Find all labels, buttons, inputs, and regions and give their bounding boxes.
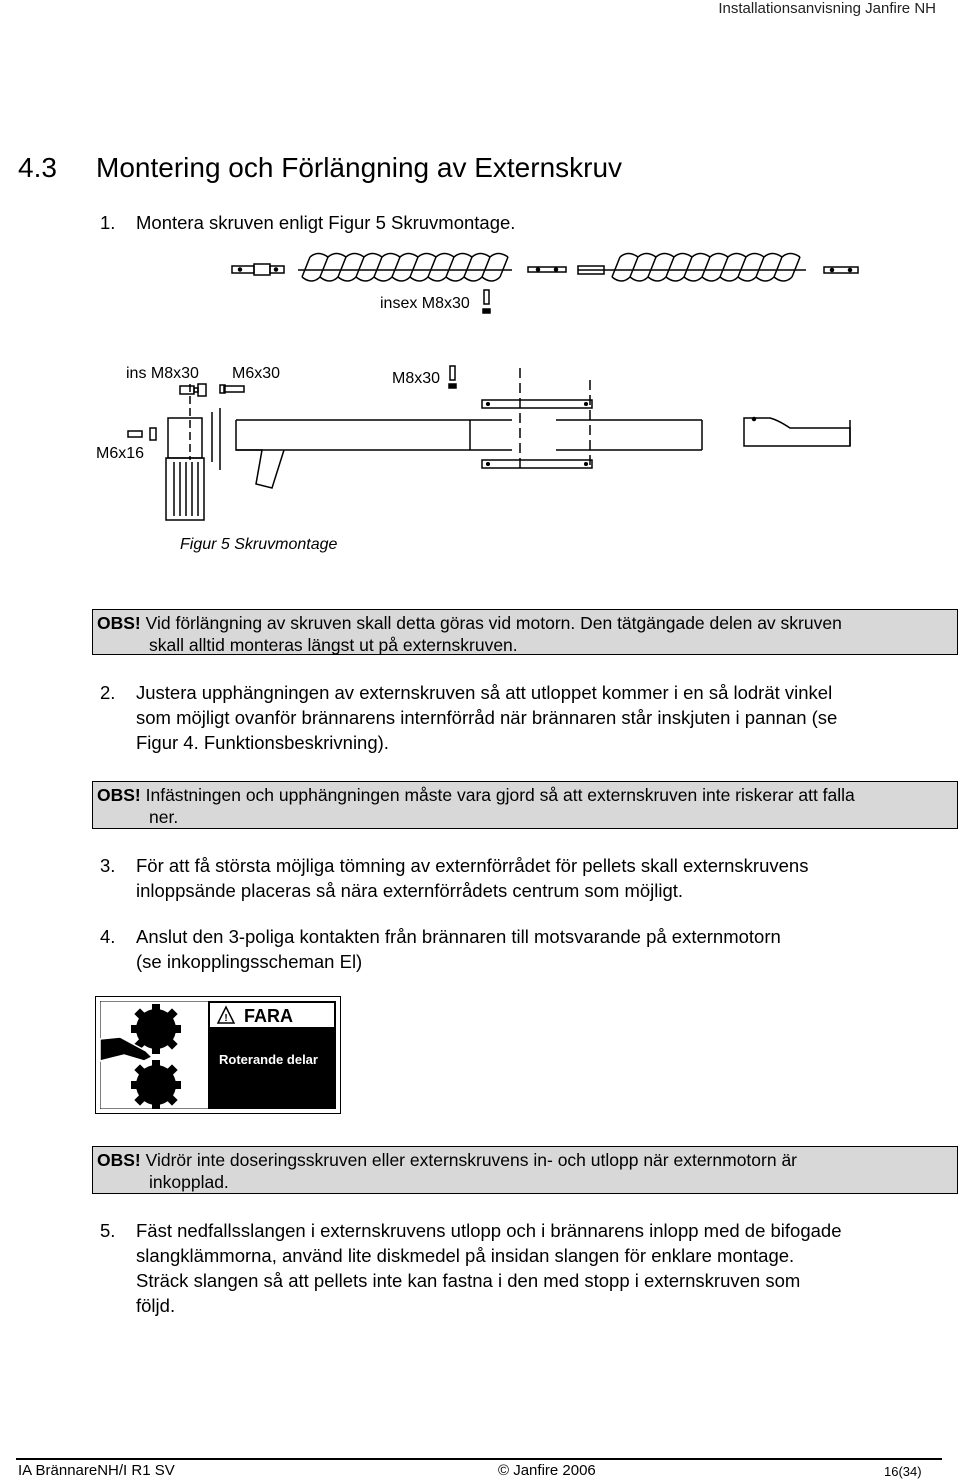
step-number: 3. [100, 855, 116, 876]
bolts-left [128, 384, 244, 440]
section-title [18, 152, 622, 184]
footer-divider [16, 1458, 942, 1460]
step-text-line: Anslut den 3-poliga kontakten från brännaren till motsvarande på externmotorn [136, 926, 781, 947]
danger-title: FARA [244, 1006, 293, 1026]
note-text-continued: ner. [149, 807, 179, 827]
footer-document-id: IA BrännareNH/I R1 SV [18, 1462, 175, 1479]
step-2 [100, 680, 950, 758]
auger-section-2 [578, 254, 806, 282]
note-box-3 [92, 1146, 958, 1194]
step-text-line: inloppsände placeras så nära externförrådets centrum som möjligt. [136, 880, 684, 901]
step-3 [100, 853, 950, 905]
step-text-line: Justera upphängningen av externskruven så att utloppet kommer i en så lodrät vinkel [136, 682, 833, 703]
footer-copyright: © Janfire 2006 [498, 1462, 596, 1479]
step-text-line: Figur 4. Funktionsbeskrivning). [136, 732, 389, 753]
step-5 [100, 1218, 950, 1320]
insex-bolt [483, 290, 490, 313]
step-text-line: som möjligt ovanför brännarens internförråd när brännaren står inskjuten i pannan (se [136, 707, 838, 728]
section-number: 4.3 [18, 152, 57, 183]
note-text-continued: inkopplad. [149, 1172, 229, 1192]
label-ins-m8x30: ins M8x30 [126, 365, 199, 382]
step-text-line: Sträck slangen så att pellets inte kan fastna i den med stopp i externskruven som [136, 1270, 801, 1291]
step-text-line: Fäst nedfallsslangen i externskruvens utlopp och i brännarens inlopp med de bifogade [136, 1220, 842, 1241]
step-number: 2. [100, 682, 116, 703]
step-number: 5. [100, 1220, 116, 1241]
note-label: OBS! [97, 613, 141, 633]
step-number: 4. [100, 926, 116, 947]
note-text: Vidrör inte doseringsskruven eller externskruvens in- och utlopp när externmotorn är [140, 1150, 797, 1170]
note-label: OBS! [97, 785, 141, 805]
note-text-continued: skall alltid monteras längst ut på externskruven. [149, 635, 518, 655]
page-total: (34) [898, 1464, 922, 1479]
auger-tube [220, 408, 470, 488]
connector-middle [528, 267, 566, 272]
auger-section-1 [298, 254, 512, 282]
end-cap [744, 418, 850, 447]
label-insex-m8x30: insex M8x30 [380, 295, 470, 312]
label-m8x30: M8x30 [392, 370, 441, 387]
note-box-1 [92, 609, 958, 655]
step-text: Montera skruven enligt Figur 5 Skruvmontage. [136, 212, 516, 233]
connector-left [232, 264, 284, 275]
step-1 [100, 210, 940, 236]
step-4 [100, 924, 950, 976]
page-current: 16 [884, 1464, 899, 1479]
end-shaft [824, 267, 858, 273]
motor [166, 384, 212, 520]
step-text-line: följd. [136, 1295, 176, 1316]
danger-subtitle: Roterande delar [219, 1052, 318, 1067]
note-text: Vid förlängning av skruven skall detta göras vid motorn. Den tätgängade delen av skruven [140, 613, 842, 633]
note-label: OBS! [97, 1150, 141, 1170]
section-heading: Montering och Förlängning av Externskruv [96, 152, 623, 183]
step-text-line: slangklämmorna, använd lite diskmedel på insidan slangen för enklare montage. [136, 1245, 795, 1266]
footer-page-number [884, 1464, 922, 1479]
note-text: Infästningen och upphängningen måste vara gjord så att externskruven inte riskerar att falla [140, 785, 855, 805]
m8x30-bolt [449, 366, 456, 388]
svg-text:!: ! [224, 1013, 228, 1024]
note-box-2 [92, 781, 958, 829]
screw-assembly-figure [0, 240, 960, 535]
step-number: 1. [100, 212, 116, 233]
label-m6x16: M6x16 [96, 445, 145, 462]
figure-caption: Figur 5 Skruvmontage [180, 536, 338, 553]
header-title: Installationsanvisning Janfire NH [718, 0, 936, 17]
danger-sign [95, 996, 341, 1114]
step-text-line: (se inkopplingsscheman El) [136, 951, 363, 972]
tube-sections [470, 368, 702, 468]
label-m6x30: M6x30 [232, 365, 281, 382]
step-text-line: För att få största möjliga tömning av externförrådet för pellets skall externskruvens [136, 855, 809, 876]
